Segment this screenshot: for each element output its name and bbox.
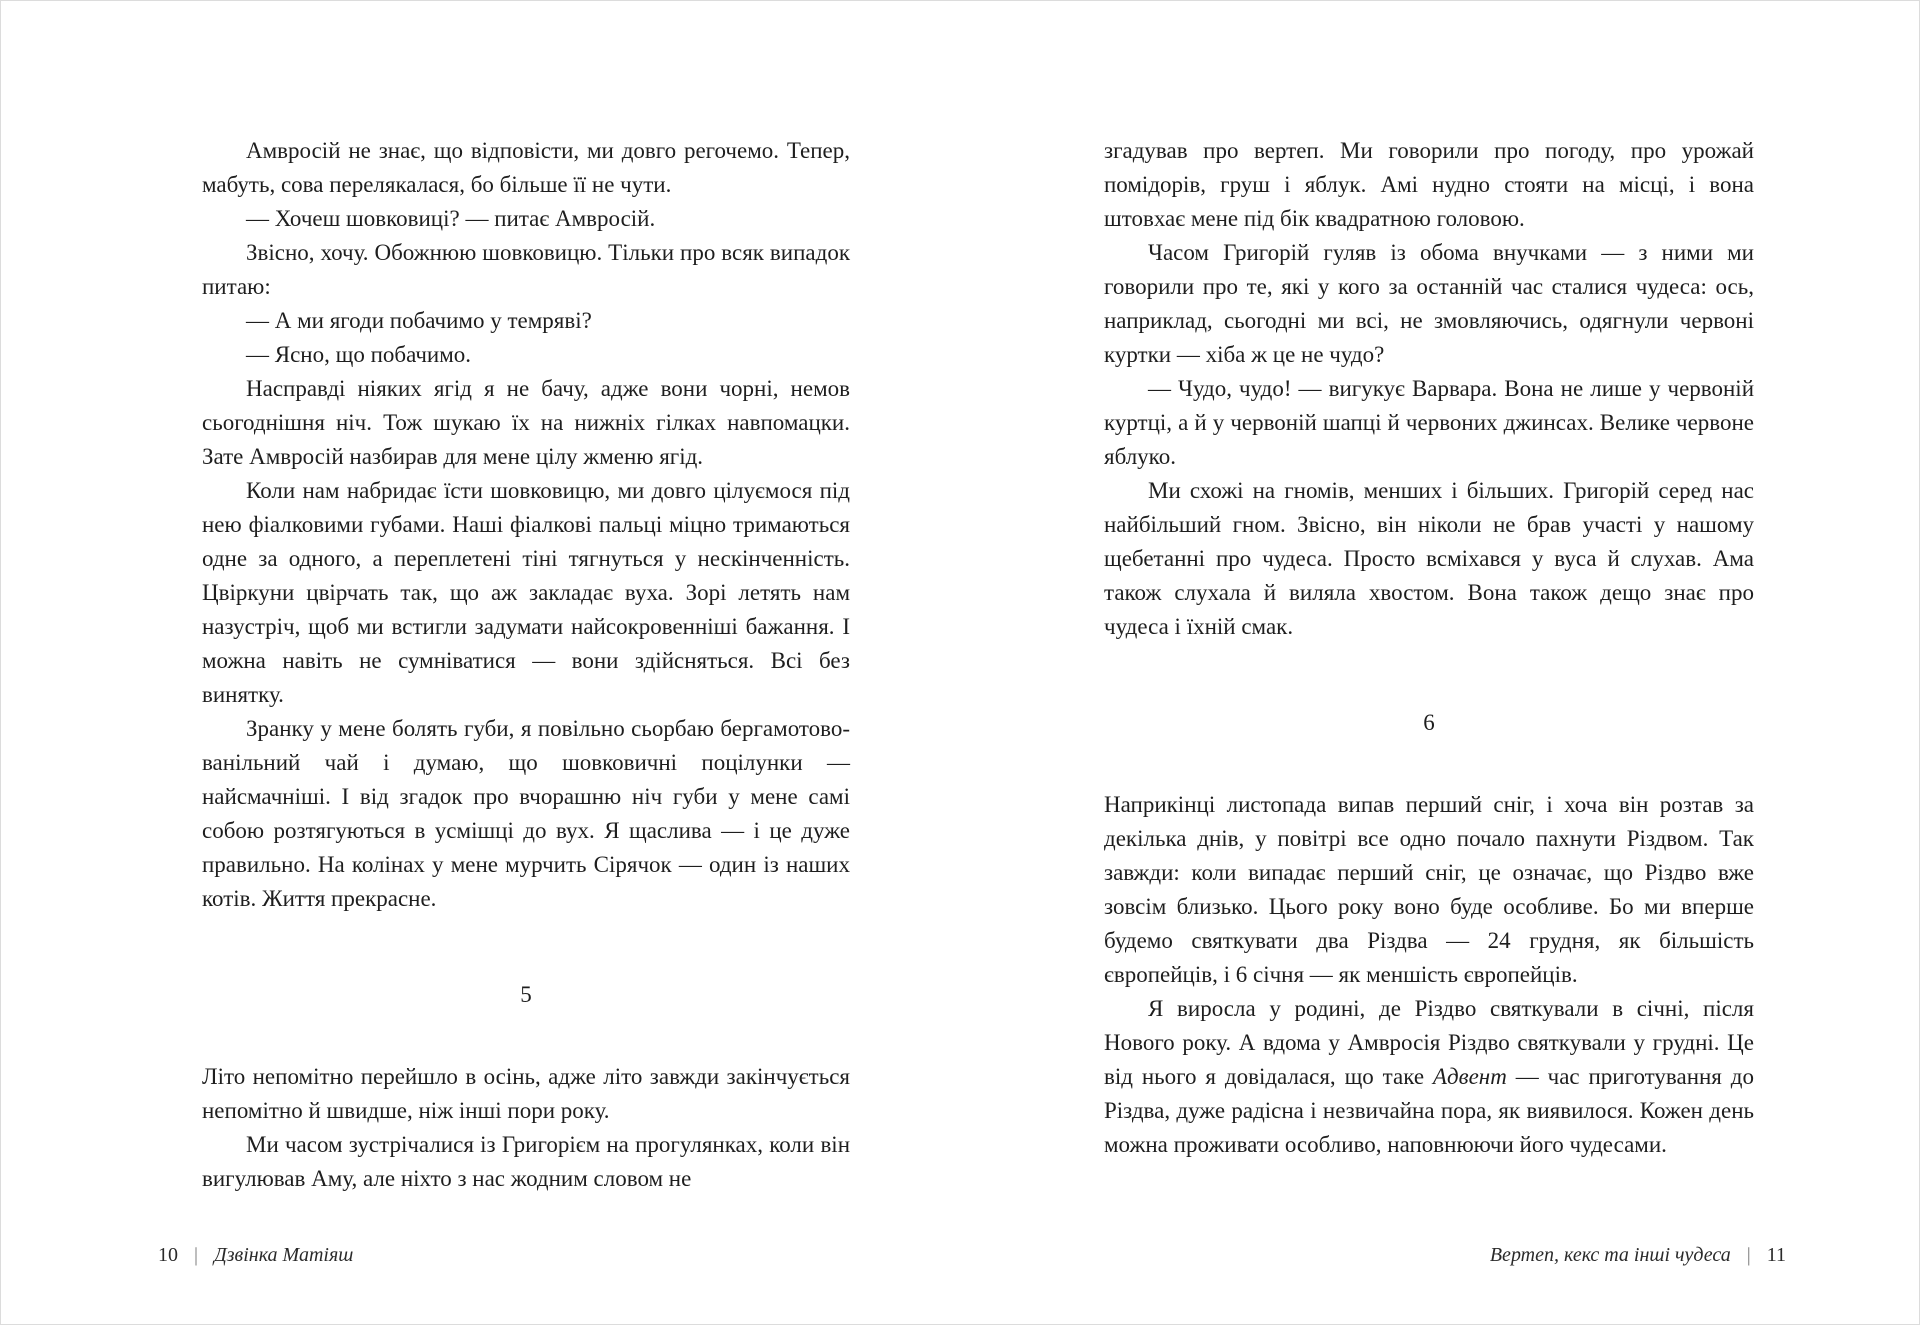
section-number: 6 [1423,710,1435,735]
page-number: 11 [1766,1244,1786,1266]
footer-divider: | [1746,1244,1751,1266]
book-title: Вертеп, кекс та інші чудеса [1489,1244,1731,1266]
paragraph: Амвросій не знає, що відповісти, ми довго регочемо. Тепер, мабуть, сова перелякалася, бо більше її не чути. [202,138,850,197]
paragraph: Зранку у мене болять губи, я повільно сьорбаю бергамотово-ванільний чай і думаю, що шовковичні поцілунки — найсмачніші. І від згадок про вчорашню ніч губи у мене самі собою розтягуються в усмішці до вух. Я щаслива — і це дуже правильно. На колінах у мене мурчить Сірячок — один із наших котів. Життя прекрасне. [202,716,850,911]
left-page-footer [158,1243,353,1267]
footer-divider: | [194,1244,199,1266]
right-page-text [1104,134,1754,1162]
left-page-text [202,134,850,1196]
paragraph-text: — час приготування до Різдва, дуже радісна і незвичайна пора, як виявилося. Кожен день можна проживати особливо, наповнюючи його чудесами. [1104,1064,1754,1157]
paragraph-dialogue: — Хочеш шовковиці? — питає Амвросій. [246,206,656,231]
right-page-footer [1490,1243,1786,1267]
paragraph: Наприкінці листопада випав перший сніг, і хоча він розтав за декілька днів, у повітрі все одно почало пахнути Різдвом. Так завжди: коли випадає перший сніг, це означає, що Різдво вже зовсім близько. Цього року воно буде особливе. Бо ми вперше будемо святкувати два Різдва — 24 грудня, як більшість європейців, і 6 січня — як меншість європейців. [1104,792,1754,987]
paragraph: Коли нам набридає їсти шовковицю, ми довго цілуємося під нею фіалковими губами. Наші фіалкові пальці міцно тримаються одне за одного, а переплетені тіні тягнуться у нескінченність. Цвіркуни цвірчать так, що аж закладає вуха. Зорі летять нам назустріч, щоб ми встигли задумати найсокровенніші бажання. І можна навіть не сумніватися — вони здійсняться. Всі без винятку. [202,478,850,707]
paragraph-dialogue: — Ясно, що побачимо. [246,342,472,367]
paragraph: Літо непомітно перейшло в осінь, адже літо завжди закінчується непомітно й швидше, ніж інші пори року. [202,1064,850,1123]
paragraph: Часом Григорій гуляв із обома внучками — з ними ми говорили про те, які у кого за останній час сталися чудеса: ось, наприклад, сьогодні ми всі, не змовляючись, одягнули червоні куртки — хіба ж це не чудо? [1104,240,1754,367]
paragraph-dialogue: — Чудо, чудо! — вигукує Варвара. Вона не лише у червоній куртці, а й у червоній шапці й червоних джинсах. Велике червоне яблуко. [1104,376,1754,469]
page-number: 10 [158,1244,178,1266]
section-number: 5 [520,982,532,1007]
paragraph: Звісно, хочу. Обожнюю шовковицю. Тільки про всяк випадок питаю: [202,240,850,299]
author-name: Дзвінка Матіяш [214,1244,354,1266]
paragraph: Ми часом зустрічалися із Григорієм на прогулянках, коли він вигулював Аму, але ніхто з нас жодним словом не [202,1132,850,1191]
paragraph-dialogue: — А ми ягоди побачимо у темряві? [246,308,592,333]
paragraph: згадував про вертеп. Ми говорили про погоду, про урожай помідорів, груш і яблук. Амі нудно стояти на місці, і вона штовхає мене під бік квадратною головою. [1104,138,1754,231]
italic-term: Адвент [1432,1064,1507,1089]
paragraph: Ми схожі на гномів, менших і більших. Григорій серед нас найбільший гном. Звісно, він ніколи не брав участі у нашому щебетанні про чудеса. Просто всміхався у вуса й слухав. Ама також слухала й виляла хвостом. Вона також дещо знає про чудеса і їхній смак. [1104,478,1754,639]
paragraph-text: Я виросла у родині, де Різдво святкували в січні, після Нового року. А вдома у Амвросія Різдво святкували у грудні. Це від нього я довідалася, що таке [1104,996,1754,1089]
paragraph [1104,992,1754,1162]
paragraph: Насправді ніяких ягід я не бачу, адже вони чорні, немов сьогоднішня ніч. Тож шукаю їх на нижніх гілках навпомацки. Зате Амвросій назбирав для мене цілу жменю ягід. [202,376,850,469]
